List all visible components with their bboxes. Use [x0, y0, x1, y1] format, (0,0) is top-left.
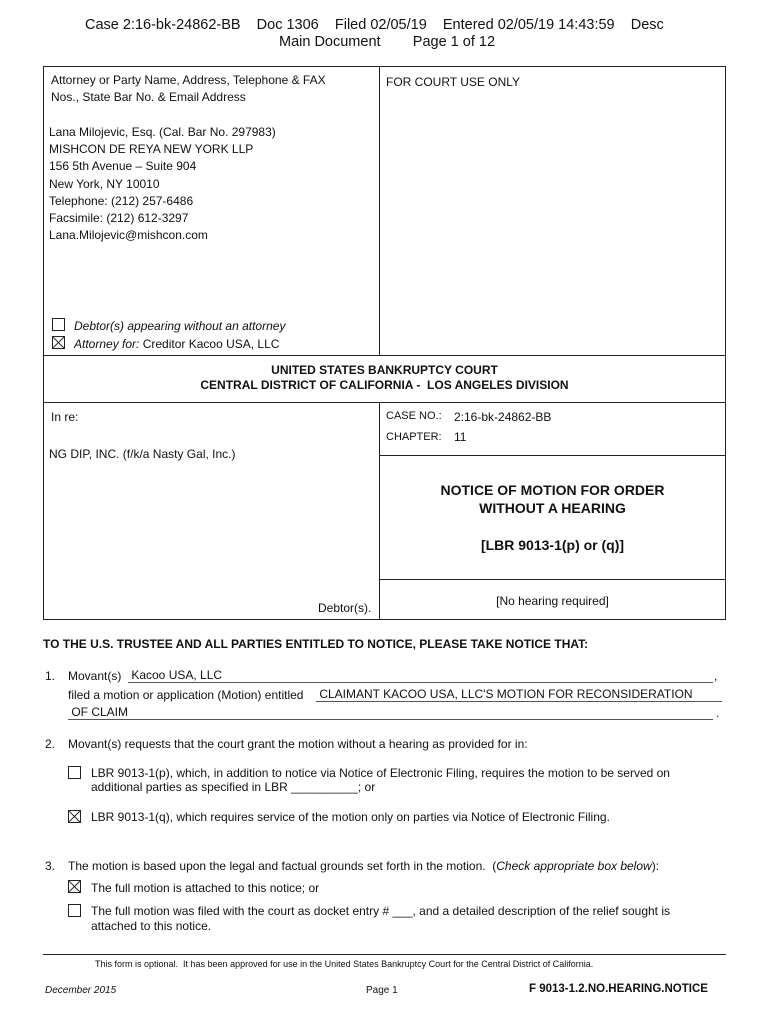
attorney-firm: MISHCON DE REYA NEW YORK LLP — [49, 142, 254, 156]
footer-page: Page 1 — [366, 985, 398, 996]
full-motion-filed-line2: attached to this notice. — [91, 919, 212, 933]
notice-title-line1: NOTICE OF MOTION FOR ORDER — [440, 482, 665, 498]
attorney-email: Lana.Milojevic@mishcon.com — [49, 228, 208, 242]
court-district: CENTRAL DISTRICT OF CALIFORNIA - LOS ANGELES DIVISION — [200, 378, 569, 392]
item1-filed-text: filed a motion or application (Motion) entitled — [68, 688, 304, 702]
attorney-for-checkbox[interactable] — [52, 336, 65, 349]
attorney-telephone: Telephone: (212) 257-6486 — [49, 194, 194, 208]
item3-number: 3. — [45, 859, 56, 873]
notice-rule: [LBR 9013-1(p) or (q)] — [480, 537, 625, 553]
case-no-label: CASE NO.: — [386, 410, 442, 422]
notice-title-line2: WITHOUT A HEARING — [479, 500, 626, 516]
full-motion-attached-label: The full motion is attached to this notice; or — [91, 881, 320, 895]
case-no-value: 2:16-bk-24862-BB — [454, 410, 552, 424]
court-name: UNITED STATES BANKRUPTCY COURT — [271, 363, 498, 377]
attorney-address-line1: 156 5th Avenue – Suite 904 — [49, 159, 197, 173]
attorney-facsimile: Facsimile: (212) 612-3297 — [49, 211, 189, 225]
chapter-label: CHAPTER: — [386, 431, 442, 443]
lbr-9013-1p-line2: additional parties as specified in LBR __________; or — [91, 780, 376, 794]
footer-rule — [43, 954, 726, 955]
debtor-name: NG DIP, INC. (f/k/a Nasty Gal, Inc.) — [49, 447, 236, 461]
item3-text-b: ): — [651, 859, 660, 873]
footer-note: This form is optional. It has been approved for use in the United States Bankruptcy Court for the Central District of California. — [95, 959, 594, 969]
movant-name-field[interactable]: Kacoo USA, LLC — [128, 668, 713, 683]
item3-text-italic: Check appropriate box below — [496, 859, 652, 873]
lbr-9013-1p-line1: LBR 9013-1(p), which, in addition to notice via Notice of Electronic Filing, requires the motion to be served on — [91, 766, 670, 780]
notice-intro: TO THE U.S. TRUSTEE AND ALL PARTIES ENTITLED TO NOTICE, PLEASE TAKE NOTICE THAT: — [43, 637, 589, 651]
court-use-label: FOR COURT USE ONLY — [386, 75, 521, 89]
item3-text — [68, 858, 659, 875]
attorney-for-label: Attorney for: — [74, 337, 140, 351]
lbr-9013-1p-checkbox[interactable] — [68, 766, 81, 779]
debtors-label: Debtor(s). — [318, 601, 372, 615]
full-motion-filed-line1: The full motion was filed with the court as docket entry # ___, and a detailed description of the relief sought is — [91, 904, 670, 918]
case-header-line1: Case 2:16-bk-24862-BB Doc 1306 Filed 02/05/19 Entered 02/05/19 14:43:59 Desc — [85, 17, 664, 33]
debtor-without-attorney-checkbox[interactable] — [52, 318, 65, 331]
debtor-without-attorney-label: Debtor(s) appearing without an attorney — [74, 319, 286, 333]
attorney-for-value: Creditor Kacoo USA, LLC — [139, 337, 280, 351]
no-hearing-label: [No hearing required] — [496, 594, 609, 608]
case-divider-1 — [379, 455, 726, 456]
attorney-for-line — [74, 336, 279, 353]
motion-title-field-line1[interactable]: CLAIMANT KACOO USA, LLC'S MOTION FOR RECONSIDERATION — [316, 687, 722, 702]
attorney-name: Lana Milojevic, Esq. (Cal. Bar No. 297983) — [49, 125, 276, 139]
footer-date: December 2015 — [45, 985, 117, 996]
full-motion-attached-checkbox[interactable] — [68, 880, 81, 893]
full-motion-filed-checkbox[interactable] — [68, 904, 81, 917]
item1-comma: , — [714, 669, 718, 683]
item1-number: 1. — [45, 669, 56, 683]
case-header-line2: Main Document Page 1 of 12 — [279, 34, 496, 50]
motion-title-field-line2[interactable]: OF CLAIM — [68, 705, 713, 720]
attorney-address-line2: New York, NY 10010 — [49, 177, 160, 191]
item3-text-a: The motion is based upon the legal and factual grounds set forth in the motion. ( — [68, 859, 497, 873]
item1-movant-label: Movant(s) — [68, 669, 122, 683]
attorney-label-line2: Nos., State Bar No. & Email Address — [51, 90, 246, 104]
chapter-value: 11 — [454, 430, 467, 444]
attorney-label-line1: Attorney or Party Name, Address, Telephone & FAX — [51, 73, 326, 87]
item1-period: . — [716, 706, 720, 720]
in-re-label: In re: — [51, 410, 79, 424]
case-divider-2 — [379, 579, 726, 580]
lbr-9013-1q-checkbox[interactable] — [68, 810, 81, 823]
item2-text: Movant(s) requests that the court grant the motion without a hearing as provided for in: — [68, 737, 528, 751]
item2-number: 2. — [45, 737, 56, 751]
lbr-9013-1q-label: LBR 9013-1(q), which requires service of the motion only on parties via Notice of Electronic Filing. — [91, 810, 610, 824]
box-divider — [379, 66, 380, 356]
footer-form-id: F 9013-1.2.NO.HEARING.NOTICE — [529, 983, 708, 995]
